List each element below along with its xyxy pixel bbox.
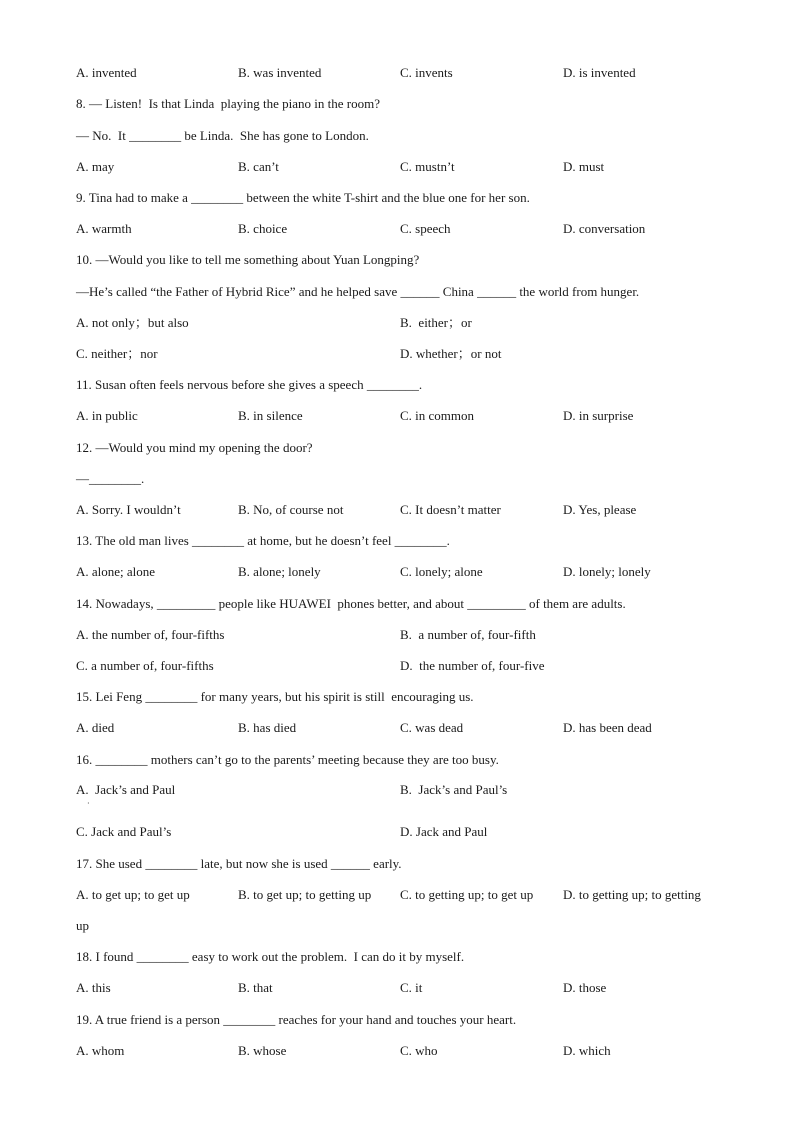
q14-option-d: D. the number of, four-five [400,658,545,673]
q10-option-d: D. whether；or not [400,346,502,361]
q18-option-d: D. those [563,980,607,995]
q14-option-b: B. a number of, four-fifth [400,627,536,642]
q18-option-b: B. that [238,980,273,995]
q8-option-d: D. must [563,159,605,174]
q8-stem-line2: — No. It ________ be Linda. She has gone to London. [76,128,369,143]
q13-option-d: D. lonely; lonely [563,564,651,579]
q19-option-c: C. who [400,1043,438,1058]
q10-option-b: B. either；or [400,315,472,330]
q19-option-d: D. which [563,1043,611,1058]
q17-option-d: D. to getting up; to getting [563,887,701,902]
q8-option-c: C. mustn’t [400,159,455,174]
q7-option-c: C. invents [400,65,453,80]
q7-option-b: B. was invented [238,65,322,80]
q9-stem: 9. Tina had to make a ________ between the white T-shirt and the blue one for her son. [76,190,530,205]
q19-option-a: A. whom [76,1043,125,1058]
q17-option-d-wrap: up [76,918,89,933]
q19-stem: 19. A true friend is a person ________ reaches for your hand and touches your heart. [76,1012,517,1027]
q12-option-b: B. No, of course not [238,502,344,517]
q12-stem-line1: 12. —Would you mind my opening the door? [76,440,313,455]
q11-stem: 11. Susan often feels nervous before she gives a speech ________. [76,377,423,392]
q10-option-a: A. not only；but also [76,315,189,330]
q16-option-c: C. Jack and Paul’s [76,824,172,839]
q10-stem-line1: 10. —Would you like to tell me something about Yuan Longping? [76,252,420,267]
q18-stem: 18. I found ________ easy to work out the problem. I can do it by myself. [76,949,465,964]
q7-option-d: D. is invented [563,65,636,80]
q13-stem: 13. The old man lives ________ at home, but he doesn’t feel ________. [76,533,450,548]
q14-option-a: A. the number of, four-fifths [76,627,225,642]
q13-option-c: C. lonely; alone [400,564,483,579]
q8-stem-line1: 8. — Listen! Is that Linda playing the piano in the room? [76,96,380,111]
q7-option-a: A. invented [76,65,137,80]
q12-option-a: A. Sorry. I wouldn’t [76,502,181,517]
q16-option-b: B. Jack’s and Paul’s [400,782,508,797]
q17-option-b: B. to get up; to getting up [238,887,372,902]
q19-option-b: B. whose [238,1043,287,1058]
q12-option-c: C. It doesn’t matter [400,502,501,517]
q15-option-b: B. has died [238,720,297,735]
q14-stem: 14. Nowadays, _________ people like HUAWEI phones better, and about _________ of them are adults. [76,596,626,611]
q15-option-d: D. has been dead [563,720,652,735]
q8-option-b: B. can’t [238,159,279,174]
q10-option-c: C. neither；nor [76,346,158,361]
q11-option-a: A. in public [76,408,138,423]
q18-option-a: A. this [76,980,111,995]
q17-option-a: A. to get up; to get up [76,887,190,902]
q15-option-c: C. was dead [400,720,464,735]
q17-stem: 17. She used ________ late, but now she is used ______ early. [76,856,402,871]
q11-option-c: C. in common [400,408,475,423]
q12-option-d: D. Yes, please [563,502,637,517]
q9-option-b: B. choice [238,221,288,236]
q11-option-d: D. in surprise [563,408,634,423]
q9-option-a: A. warmth [76,221,132,236]
q14-option-c: C. a number of, four-fifths [76,658,214,673]
q15-option-a: A. died [76,720,115,735]
q16-stem: 16. ________ mothers can’t go to the parents’ meeting because they are too busy. [76,752,499,767]
q11-option-b: B. in silence [238,408,303,423]
q17-option-c: C. to getting up; to get up [400,887,534,902]
q12-stem-line2: —________. [76,471,145,486]
q16-option-d: D. Jack and Paul [400,824,488,839]
q15-stem: 15. Lei Feng ________ for many years, but his spirit is still encouraging us. [76,689,474,704]
q18-option-c: C. it [400,980,423,995]
q8-option-a: A. may [76,159,115,174]
q9-option-d: D. conversation [563,221,646,236]
q13-option-a: A. alone; alone [76,564,156,579]
q10-stem-line2: —He’s called “the Father of Hybrid Rice” and he helped save ______ China ______ the world from hunger. [76,284,640,299]
q9-option-c: C. speech [400,221,451,236]
stray-dot-mark: · [87,799,90,808]
q16-option-a: A. Jack’s and Paul [76,782,176,797]
q13-option-b: B. alone; lonely [238,564,321,579]
